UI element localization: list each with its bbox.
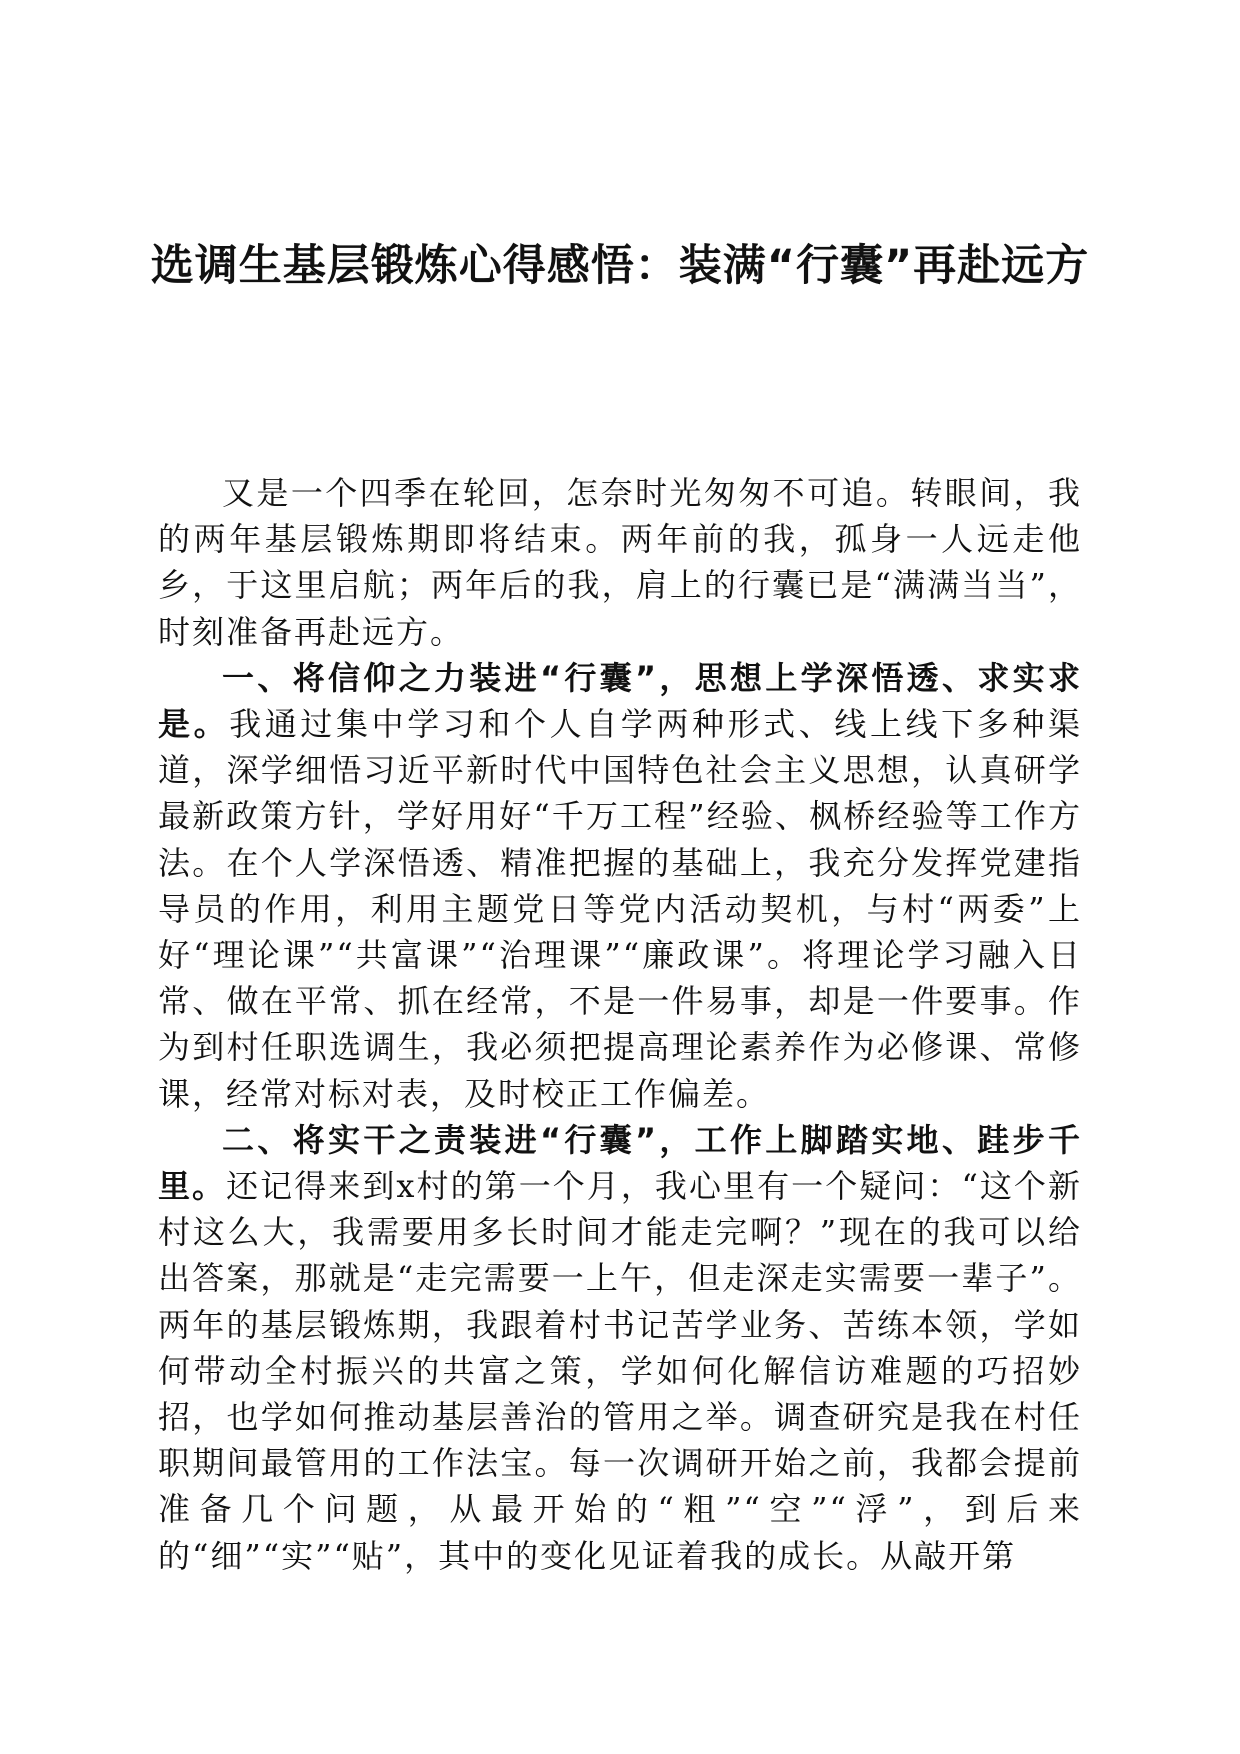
paragraph-text: 我通过集中学习和个人自学两种形式、线上线下多种渠道，深学细悟习近平新时代中国特色社会主义思想，认真研学最新政策方针，学好用好“千万工程”经验、枫桥经验等工作方法。在个人学深悟透、精准把握的基础上，我充分发挥党建指导员的作用，利用主题党日等党内活动契机，与村“两委”上好“理论课”“共富课”“治理课”“廉政课”。将理论学习融入日常、做在平常、抓在经常，不是一件易事，却是一件要事。作为到村任职选调生，我必须把提高理论素养作为必修课、常修课，经常对标对表，及时校正工作偏差。 <box>158 705 1082 1113</box>
paragraph-section-2 <box>158 1117 1082 1579</box>
paragraph-text: 又是一个四季在轮回，怎奈时光匆匆不可追。转眼间，我的两年基层锻炼期即将结束。两年前的我，孤身一人远走他乡，于这里启航；两年后的我，肩上的行囊已是“满满当当”，时刻准备再赴远方。 <box>158 474 1082 651</box>
paragraph-section-1 <box>158 655 1082 1117</box>
section-heading: 一、将信仰之力装进“行囊”，思想上学深悟透、求实求是。 <box>158 658 1082 744</box>
page-title: 选调生基层锻炼心得感悟：装满“行囊”再赴远方 <box>150 241 1090 291</box>
paragraph-text: 还记得来到x村的第一个月，我心里有一个疑问：“这个新村这么大，我需要用多长时间才能走完啊？”现在的我可以给出答案，那就是“走完需要一上午，但走深走实需要一辈子”。两年的基层锻炼期，我跟着村书记苦学业务、苦练本领，学如何带动全村振兴的共富之策，学如何化解信访难题的巧招妙招，也学如何推动基层善治的管用之举。调查研究是我在村任职期间最管用的工作法宝。每一次调研开始之前，我都会提前准备几个问题，从最开始的“粗”“空”“浮”，到后来的“细”“实”“贴”，其中的变化见证着我的成长。从敲开第 <box>158 1167 1082 1575</box>
section-heading: 二、将实干之责装进“行囊”，工作上脚踏实地、跬步千里。 <box>158 1120 1082 1206</box>
paragraph-intro <box>158 470 1082 655</box>
document-body <box>158 470 1082 1579</box>
